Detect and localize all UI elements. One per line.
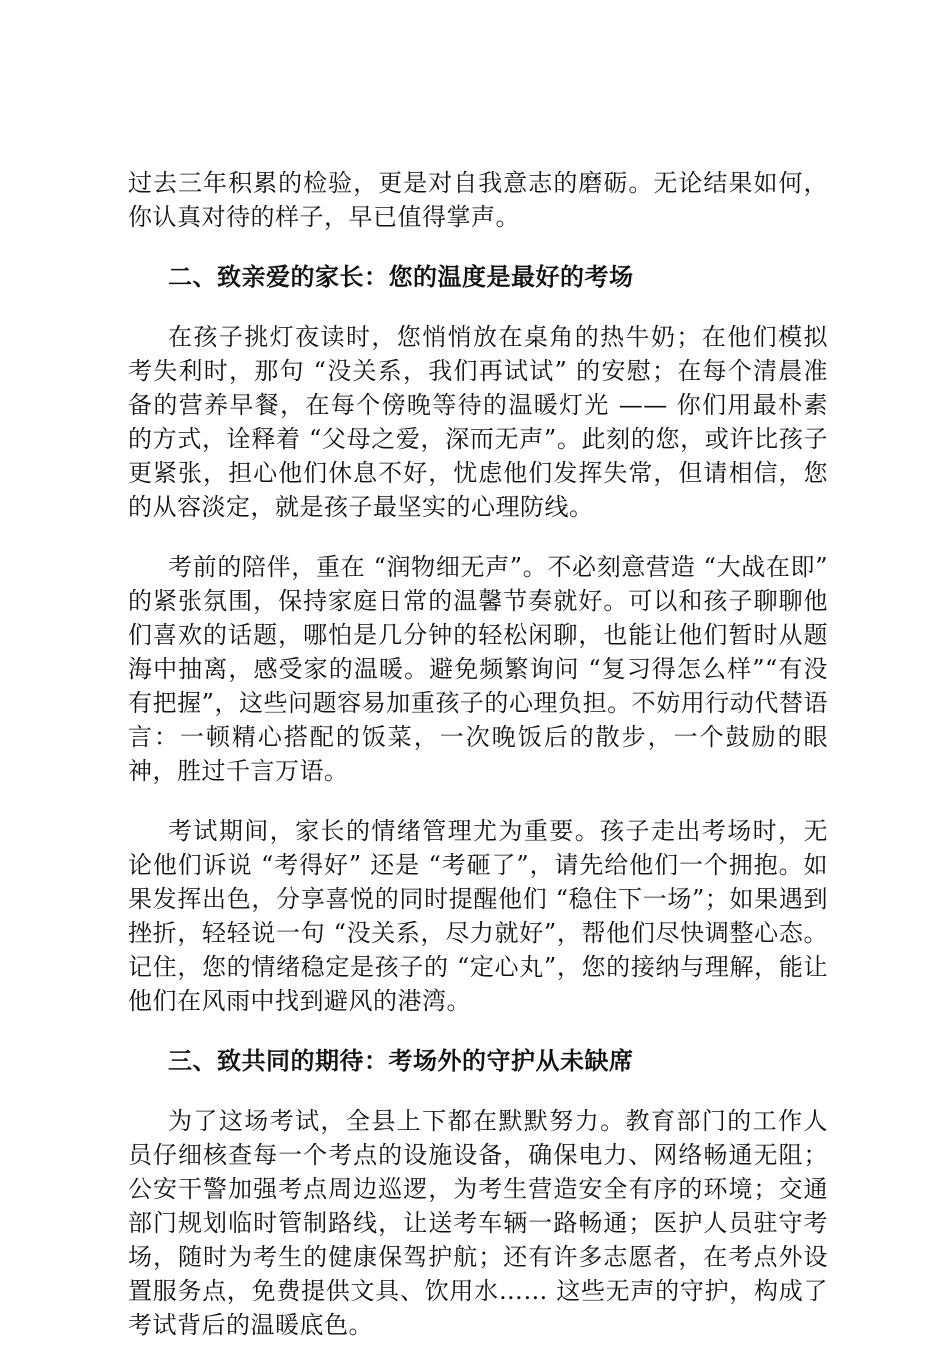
document-body bbox=[128, 166, 828, 1368]
paragraph-continuation: 过去三年积累的检验，更是对自我意志的磨砺。无论结果如何，你认真对待的样子，早已值得掌声。 bbox=[128, 169, 828, 231]
paragraph-pre-exam-companionship: 考前的陪伴，重在 “润物细无声”。不必刻意营造 “大战在即” 的紧张氛围，保持家庭日常的温馨节奏就好。可以和孩子聊聊他们喜欢的话题，哪怕是几分钟的轻松闲聊，也能让他们暂时从题海中抽离，感受家的温暖。避免频繁询问 “复习得怎么样”“有没有把握”，这些问题容易加重孩子的心理负担。不妨用行动代替语言：一顿精心搭配的饭菜，一次晚饭后的散步，一个鼓励的眼神，胜过千言万语。 bbox=[128, 553, 828, 785]
section-heading-three: 三、致共同的期待：考场外的守护从未缺席 bbox=[168, 1047, 634, 1075]
paragraph-parents-warmth: 在孩子挑灯夜读时，您悄悄放在桌角的热牛奶；在他们模拟考失利时，那句 “没关系，我们再试试” 的安慰；在每个清晨准备的营养早餐，在每个傍晚等待的温暖灯光 —— 你们用最朴素的方式，诠释着 “父母之爱，深而无声”。此刻的您，或许比孩子更紧张，担心他们休息不好，忧虑他们发挥失常，但请相信，您的从容淡定，就是孩子最坚实的心理防线。 bbox=[128, 323, 828, 521]
paragraph-emotion-management: 考试期间，家长的情绪管理尤为重要。孩子走出考场时，无论他们诉说 “考得好” 还是 “考砸了”，请先给他们一个拥抱。如果发挥出色，分享喜悦的同时提醒他们 “稳住下一场”；如果遇到挫折，轻轻说一句 “没关系，尽力就好”，帮他们尽快调整心态。记住，您的情绪稳定是孩子的 “定心丸”，您的接纳与理解，能让他们在风雨中找到避风的港湾。 bbox=[128, 817, 828, 1015]
section-heading-two: 二、致亲爱的家长：您的温度是最好的考场 bbox=[168, 263, 634, 291]
paragraph-county-support: 为了这场考试，全县上下都在默默努力。教育部门的工作人员仔细核查每一个考点的设施设备，确保电力、网络畅通无阻；公安干警加强考点周边巡逻，为考生营造安全有序的环境；交通部门规划临时管制路线，让送考车辆一路畅通；医护人员驻守考场，随时为考生的健康保驾护航；还有许多志愿者，在考点外设置服务点，免费提供文具、饮用水…… 这些无声的守护，构成了考试背后的温暖底色。 bbox=[128, 1107, 828, 1339]
